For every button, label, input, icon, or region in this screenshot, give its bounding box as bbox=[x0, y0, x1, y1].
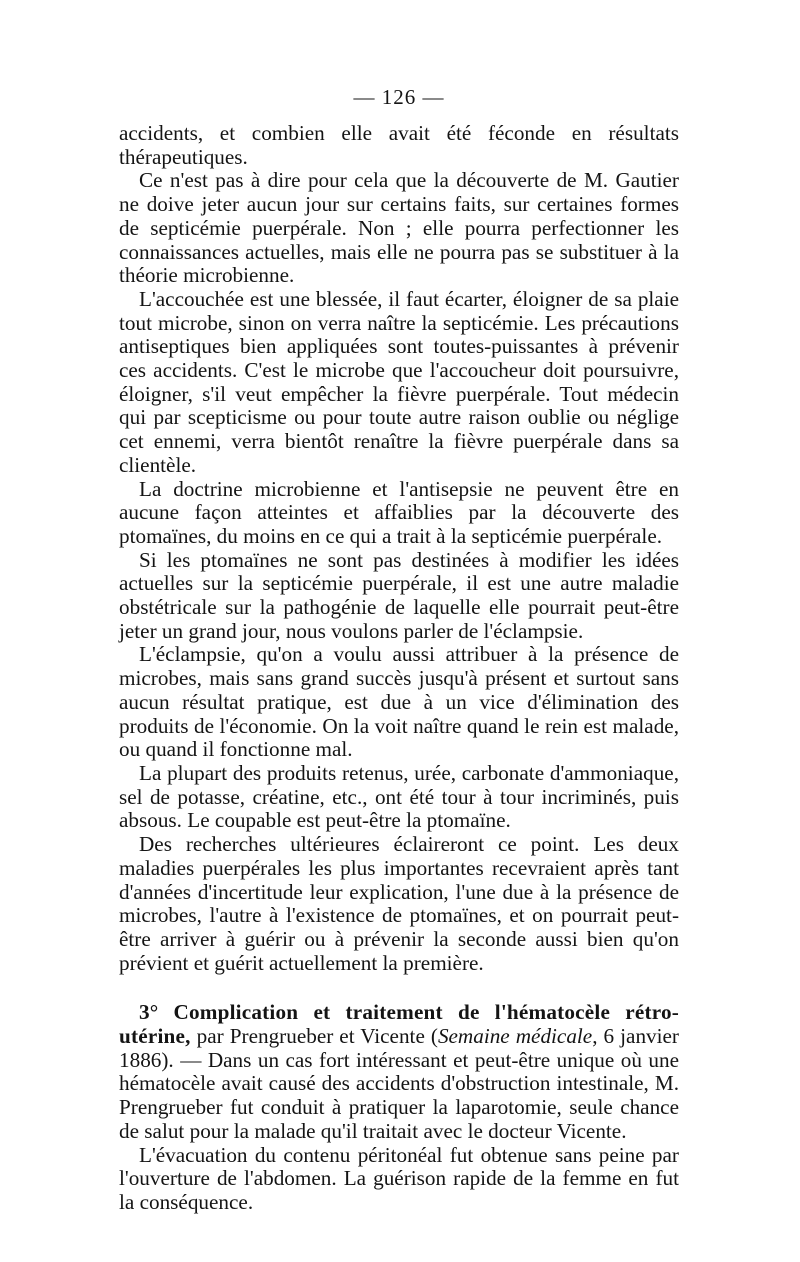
section-paragraph bbox=[119, 1001, 679, 1143]
paragraph-doctrine: La doctrine microbienne et l'antisepsie ne peuvent être en aucune façon atteintes et affaiblies par la découverte des ptomaïnes, du moins en ce qui a trait à la septicémie puerpérale. bbox=[119, 476, 679, 548]
section-authors: par Prengrueber et Vicente ( bbox=[196, 1024, 438, 1049]
paragraph-gautier: Ce n'est pas à dire pour cela que la découverte de M. Gautier ne doive jeter aucun jour sur certains faits, sur certaines formes de septicémie puerpérale. Non ; elle pourra perfectionner les connaissances actuelles, mais elle ne pourra pas se substituer à la théorie microbienne. bbox=[119, 168, 679, 288]
page bbox=[119, 84, 679, 1215]
paragraph-produits: La plupart des produits retenus, urée, carbonate d'ammoniaque, sel de potasse, créatine, etc., ont été tour à tour incriminés, puis absous. Le coupable est peut-être la ptomaïne. bbox=[119, 760, 679, 833]
paragraph-recherches: Des recherches ultérieures éclaireront ce point. Les deux maladies puerpérales les plus importantes recevraient après tant d'années d'incertitude leur explication, l'une due à la présence de microbes, l'autre à l'existence de ptomaïnes, et on pourrait peut-être arriver à guérir ou à prévenir la seconde aussi bien qu'on prévient et guérit actuellement la première. bbox=[119, 832, 679, 975]
section-number: 3° bbox=[139, 1000, 159, 1025]
paragraph-continuation: accidents, et combien elle avait été féconde en résultats thérapeutiques. bbox=[119, 121, 679, 169]
paragraph-eclampsie: L'éclampsie, qu'on a voulu aussi attribuer à la présence de microbes, mais sans grand succès jusqu'à présent et surtout sans aucun résultat pratique, est due à un vice d'élimination des produits de l'économie. On la voit naître quand le rein est malade, ou quand il fonctionne mal. bbox=[119, 642, 679, 762]
page-number: — 126 — bbox=[353, 85, 445, 109]
section-divider-space bbox=[119, 975, 679, 1001]
section-body: , 6 janvier 1886). — Dans un cas fort intéressant et peut-être unique où une hématocèle avait causé des accidents d'obstruction intestinale, M. Prengrueber fut conduit à pratiquer la laparotomie, seule chance de salut pour la malade qu'il traitait avec le docteur Vicente. bbox=[119, 1024, 679, 1143]
section-heading: Complication et traitement de l'hématocèle rétro-utérine, bbox=[119, 1000, 679, 1049]
paragraph-ptomaines: Si les ptomaïnes ne sont pas destinées à modifier les idées actuelles sur la septicémie puerpérale, il est une autre maladie obstétricale sur la pathogénie de laquelle elle pourrait peut-être jeter un grand jour, nous voulons parler de l'éclampsie. bbox=[119, 547, 679, 643]
journal-title: Semaine médicale bbox=[437, 1024, 593, 1049]
paragraph-accouchee: L'accouchée est une blessée, il faut écarter, éloigner de sa plaie tout microbe, sinon on verra naître la septicémie. Les précautions antiseptiques bien appliquées sont toutes-puissantes à prévenir ces accidents. C'est le microbe que l'accoucheur doit poursuivre, éloigner, s'il veut empêcher la fièvre puerpérale. Tout médecin qui par scepticisme ou pour toute autre raison oublie ou néglige cet ennemi, verra bientôt renaître la fièvre puerpérale dans sa clientèle. bbox=[119, 286, 679, 477]
paragraph-evacuation: L'évacuation du contenu péritonéal fut obtenue sans peine par l'ouverture de l'abdomen. La guérison rapide de la femme en fut la conséquence. bbox=[119, 1142, 679, 1214]
